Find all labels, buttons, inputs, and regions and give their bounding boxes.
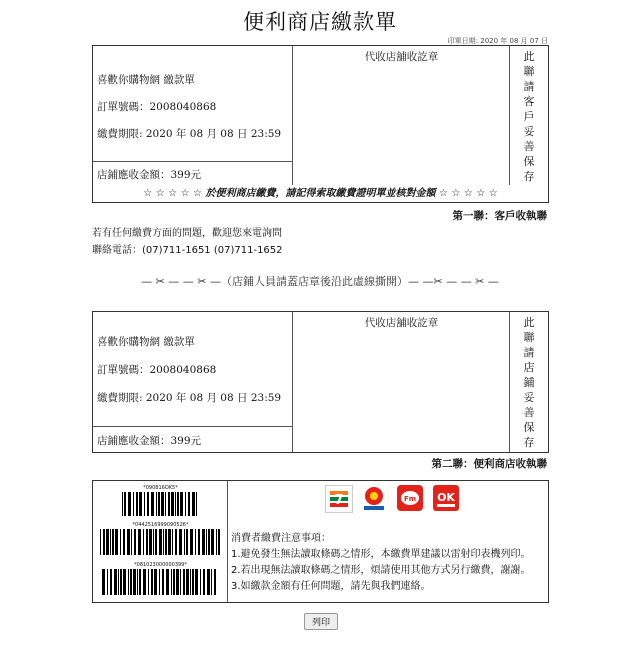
receipt-store-copy (92, 311, 549, 453)
instruction-item-3: 3.如繳款金額有任何問題，請先與我們連絡。 (231, 581, 431, 592)
side-label-char: 聯 (523, 330, 535, 344)
payment-deadline: 繳費期限: 2020 年 08 月 08 日 23:59 (97, 128, 282, 140)
side-label-customer (510, 46, 548, 186)
order-number: 訂單號碼：2008040868 (97, 364, 217, 376)
side-label-char: 聯 (523, 64, 535, 78)
side-label-char: 善 (523, 405, 535, 419)
hi-life-logo (361, 485, 387, 511)
side-label-char: 店 (523, 360, 535, 374)
store-stamp-area (293, 312, 510, 452)
receipt-customer-copy (92, 45, 549, 187)
barcode-slip (92, 480, 549, 603)
order-number: 訂單號碼：2008040868 (97, 101, 217, 113)
side-label-char: 鋪 (523, 375, 535, 389)
side-label-char: 存 (523, 435, 535, 449)
instruction-item-2: 2.若出現無法讀取條碼之情形，煩請使用其他方式另行繳費，謝謝。 (231, 565, 531, 576)
barcode-2-text: *0442516999090526* (132, 522, 189, 528)
page-title: 便利商店繳款單 (243, 10, 397, 34)
side-label-char: 善 (523, 139, 535, 153)
stamp-label: 代收店舖收訖章 (364, 317, 439, 329)
side-label-char: 保 (523, 420, 535, 434)
svg-text:7: 7 (334, 493, 344, 508)
familymart-logo (397, 485, 423, 511)
barcode-1-text: *090816OK5* (143, 485, 178, 491)
side-label-char: 妥 (523, 124, 535, 138)
amount-due: 店鋪應收金額：399元 (97, 435, 202, 447)
stamp-label: 代收店舖收訖章 (364, 51, 439, 63)
instruction-item-1: 1.避免發生無法讀取條碼之情形，本繳費單建議以雷射印表機列印。 (231, 549, 531, 560)
svg-text:Fm: Fm (403, 495, 417, 503)
payment-deadline: 繳費期限: 2020 年 08 月 08 日 23:59 (97, 392, 282, 404)
side-label-store (510, 312, 548, 452)
print-button[interactable]: 列印 (304, 613, 338, 630)
amount-cell (93, 427, 293, 452)
seven-eleven-logo (325, 485, 353, 513)
contact-phone: 聯絡電話：(07)711-1651 (07)711-1652 (92, 245, 283, 256)
copy-label-customer: 第一聯：客戶收執聯 (452, 210, 547, 222)
store-stamp-area (293, 46, 510, 186)
side-label-char: 請 (523, 345, 535, 359)
order-info-cell (93, 46, 293, 162)
barcode-1 (121, 492, 201, 516)
barcode-3-text: *081023000000399* (134, 562, 187, 568)
barcode-3 (101, 569, 219, 595)
side-label-char: 請 (523, 79, 535, 93)
ok-mart-logo (433, 485, 459, 511)
side-label-char: 此 (523, 49, 535, 63)
side-label-char: 存 (523, 169, 535, 183)
side-label-char: 戶 (523, 109, 535, 123)
greeting-text: 喜歡你購物網 繳款單 (97, 336, 195, 348)
cut-line: — ✂ — — ✂ —（店鋪人員請蓋店章後沿此虛線撕開）— —✂ — — ✂ — (141, 275, 499, 288)
instructions-panel (229, 481, 547, 602)
side-label-char: 保 (523, 154, 535, 168)
amount-due: 店鋪應收金額：399元 (97, 169, 202, 181)
copy-label-store: 第二聯：便利商店收執聯 (431, 458, 547, 470)
notice-banner: ☆ ☆ ☆ ☆ ☆ 於便利商店繳費，請記得索取繳費證明單並核對金額 ☆ ☆ ☆ ☆ ☆ (92, 185, 549, 203)
barcode-2 (99, 529, 223, 555)
side-label-char: 客 (523, 94, 535, 108)
side-label-char: 妥 (523, 390, 535, 404)
greeting-text: 喜歡你購物網 繳款單 (97, 74, 195, 86)
amount-cell (93, 162, 293, 186)
svg-text:OK: OK (437, 491, 455, 504)
instructions-heading: 消費者繳費注意事項： (231, 533, 331, 544)
contact-line-1: 若有任何繳費方面的問題，歡迎您來電詢問 (92, 228, 282, 239)
order-info-cell (93, 312, 293, 427)
print-date: 印單日期: 2020 年 08 月 07 日 (447, 37, 548, 45)
side-label-char: 此 (523, 315, 535, 329)
barcode-panel (93, 481, 228, 602)
